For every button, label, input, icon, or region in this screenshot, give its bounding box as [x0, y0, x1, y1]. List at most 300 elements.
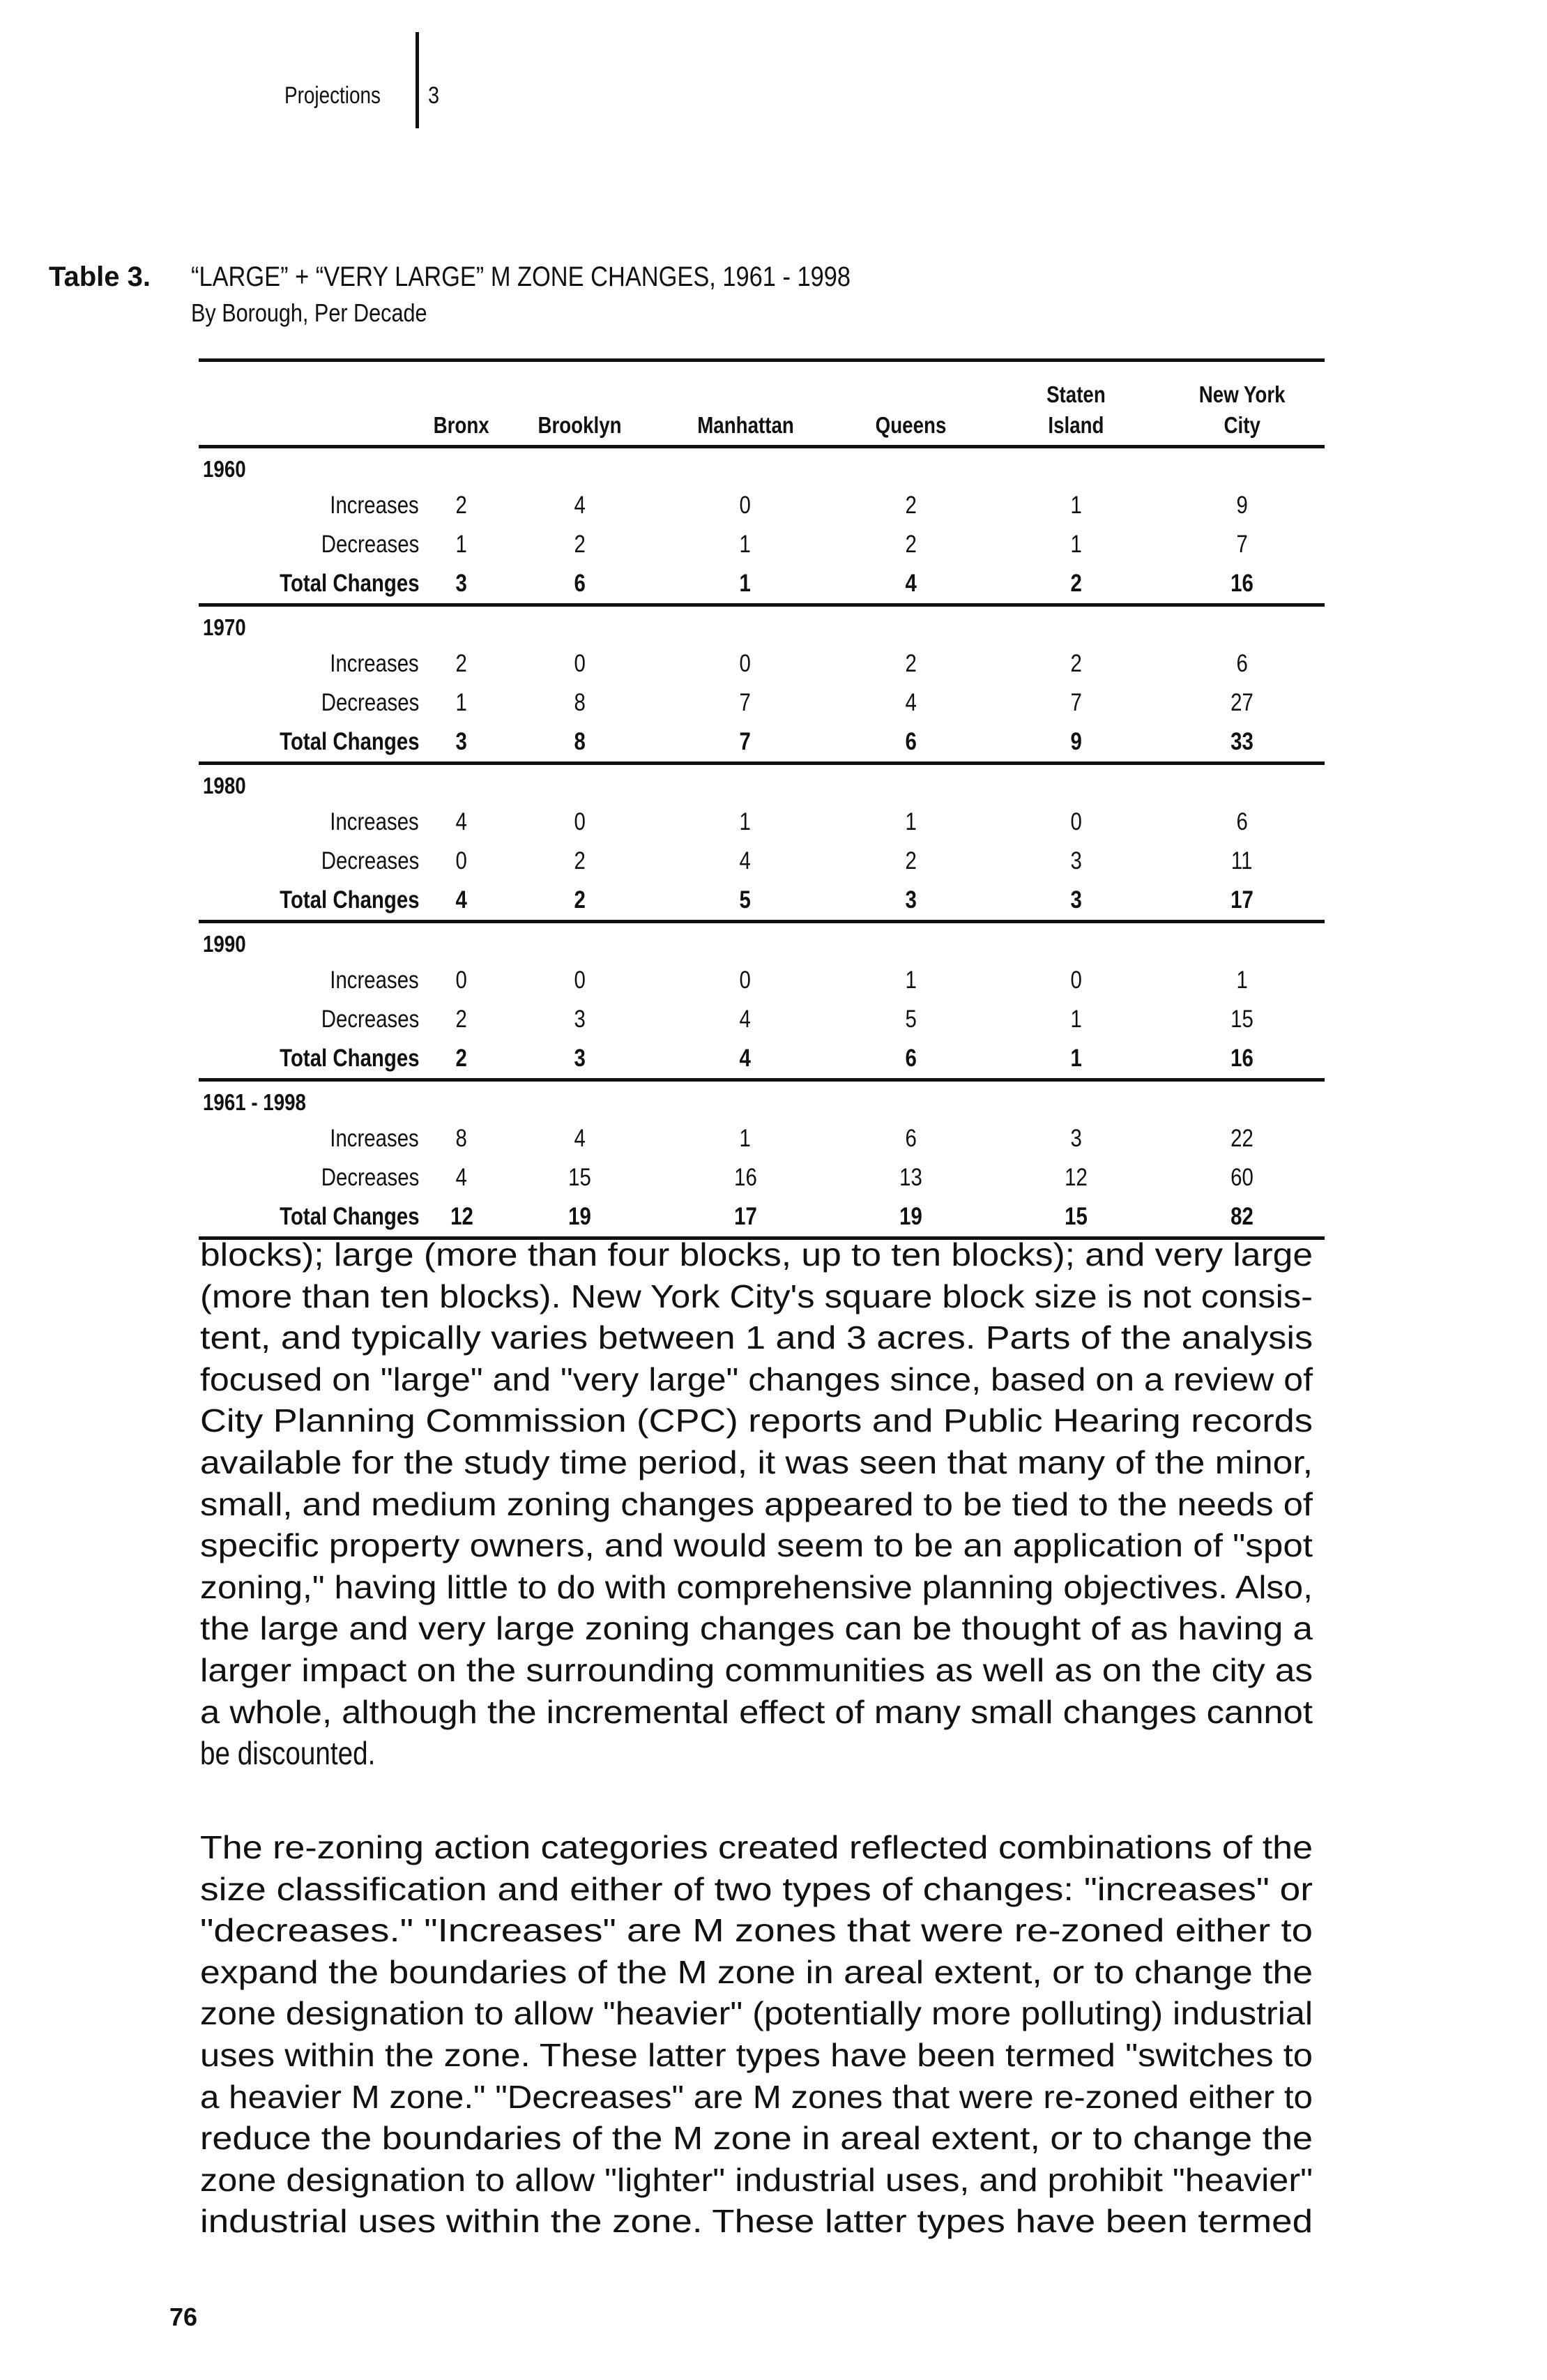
text-line	[200, 1525, 1313, 1567]
row-label-cell	[199, 564, 426, 605]
cell-value: 0	[574, 808, 586, 835]
value-cell	[662, 525, 828, 564]
cell-value: 7	[739, 689, 752, 716]
value-cell	[1159, 1000, 1325, 1039]
value-cell	[426, 961, 497, 1000]
cell-value: 6	[905, 1045, 917, 1072]
value-cell	[426, 1119, 497, 1158]
cell-value: 1	[1070, 1045, 1083, 1072]
text-line	[200, 1276, 1313, 1318]
cell-value: 2	[574, 886, 586, 914]
value-cell	[828, 525, 993, 564]
row-label: Increases	[330, 650, 420, 677]
table-row	[199, 842, 1325, 881]
period-label-cell	[199, 1080, 1325, 1120]
cell-value: 1	[739, 531, 752, 558]
value-cell	[993, 961, 1159, 1000]
value-cell	[497, 1158, 662, 1197]
text-line-content: expand the boundaries of the M zone in areal extent, or to change the	[200, 1953, 1313, 1990]
row-label: Increases	[330, 492, 420, 519]
value-cell	[497, 722, 662, 764]
cell-value: 13	[899, 1164, 922, 1191]
column-header-blank	[199, 361, 426, 447]
text-line	[200, 1359, 1313, 1401]
zone-changes-table	[199, 358, 1325, 1240]
cell-value: 7	[739, 728, 752, 755]
value-cell	[1159, 961, 1325, 1000]
value-cell	[662, 803, 828, 842]
cell-value: 3	[1070, 1125, 1083, 1152]
value-cell	[662, 683, 828, 722]
value-cell	[993, 1039, 1159, 1080]
row-label: Total Changes	[279, 1203, 420, 1230]
cell-value: 11	[1231, 847, 1253, 874]
column-header-line: Bronx	[434, 412, 490, 438]
cell-value: 2	[455, 1045, 468, 1072]
text-line	[200, 1869, 1313, 1911]
value-cell	[662, 1158, 828, 1197]
value-cell	[662, 722, 828, 764]
value-cell	[497, 1197, 662, 1238]
cell-value: 3	[455, 570, 468, 597]
value-cell	[828, 842, 993, 881]
cell-value: 4	[574, 492, 586, 519]
cell-value: 4	[739, 1006, 752, 1033]
cell-value: 2	[455, 1006, 468, 1033]
text-line-content: tent, and typically varies between 1 and 3 acres. Parts of the analysis	[200, 1319, 1313, 1356]
running-header-chapter-number: 3	[428, 82, 440, 109]
row-label-cell	[199, 1039, 426, 1080]
text-line	[200, 2160, 1313, 2201]
row-label-cell	[199, 644, 426, 683]
table-row	[199, 961, 1325, 1000]
text-line	[200, 1952, 1313, 1994]
period-label: 1980	[203, 773, 246, 798]
text-line	[200, 1400, 1313, 1442]
value-cell	[497, 881, 662, 922]
cell-value: 5	[905, 1006, 917, 1033]
period-label-cell	[199, 447, 1325, 487]
column-header	[828, 361, 993, 447]
text-line-content: small, and medium zoning changes appeared to be tied to the needs of	[200, 1485, 1313, 1522]
cell-value: 7	[1236, 531, 1248, 558]
row-label: Increases	[330, 1125, 420, 1152]
period-label: 1960	[203, 456, 246, 482]
value-cell	[426, 722, 497, 764]
text-line-content: the large and very large zoning changes can be thought of as having a	[200, 1610, 1313, 1647]
cell-value: 2	[905, 650, 917, 677]
row-label-cell	[199, 722, 426, 764]
value-cell	[828, 961, 993, 1000]
table-row	[199, 683, 1325, 722]
value-cell	[662, 881, 828, 922]
text-line-content: a heavier M zone." "Decreases" are M zones that were re-zoned either to	[200, 2078, 1313, 2115]
value-cell	[828, 1039, 993, 1080]
row-label: Decreases	[321, 531, 420, 558]
value-cell	[497, 1039, 662, 1080]
value-cell	[662, 486, 828, 525]
cell-value: 60	[1230, 1164, 1253, 1191]
cell-value: 1	[1070, 492, 1083, 519]
cell-value: 27	[1230, 689, 1253, 716]
text-line	[200, 2077, 1313, 2118]
text-line-content: size classification and either of two types of changes: "increases" or	[200, 1870, 1313, 1907]
column-header-line	[697, 379, 794, 410]
total-changes-row	[199, 1197, 1325, 1238]
cell-value: 6	[905, 728, 917, 755]
period-group-row	[199, 764, 1325, 803]
row-label: Decreases	[321, 1164, 420, 1191]
cell-value: 1	[905, 967, 917, 994]
table-row	[199, 486, 1325, 525]
cell-value: 0	[574, 967, 586, 994]
period-label-cell	[199, 922, 1325, 962]
value-cell	[993, 525, 1159, 564]
table-body	[199, 447, 1325, 1238]
cell-value: 0	[574, 650, 586, 677]
period-label: 1990	[203, 931, 246, 957]
running-header-divider	[416, 32, 419, 128]
cell-value: 3	[574, 1045, 586, 1072]
cell-value: 19	[568, 1203, 592, 1230]
row-label: Decreases	[321, 689, 420, 716]
value-cell	[426, 683, 497, 722]
value-cell	[828, 1158, 993, 1197]
table-row	[199, 1000, 1325, 1039]
text-line-content: larger impact on the surrounding communities as well as on the city as	[200, 1651, 1313, 1688]
value-cell	[993, 564, 1159, 605]
value-cell	[497, 564, 662, 605]
text-line	[200, 1317, 1313, 1359]
cell-value: 9	[1070, 728, 1083, 755]
text-line	[200, 1650, 1313, 1692]
value-cell	[497, 961, 662, 1000]
cell-value: 1	[1070, 531, 1083, 558]
value-cell	[993, 842, 1159, 881]
row-label-cell	[199, 1000, 426, 1039]
cell-value: 6	[1236, 808, 1248, 835]
cell-value: 15	[1065, 1203, 1088, 1230]
value-cell	[828, 1000, 993, 1039]
value-cell	[993, 881, 1159, 922]
cell-value: 82	[1230, 1203, 1253, 1230]
cell-value: 5	[739, 886, 752, 914]
value-cell	[426, 803, 497, 842]
text-line	[200, 1910, 1313, 1952]
value-cell	[662, 1197, 828, 1238]
table-label: Table 3.	[49, 262, 151, 292]
value-cell	[993, 1000, 1159, 1039]
value-cell	[828, 881, 993, 922]
value-cell	[828, 803, 993, 842]
value-cell	[662, 961, 828, 1000]
cell-value: 33	[1230, 728, 1253, 755]
value-cell	[993, 1119, 1159, 1158]
text-line	[200, 1827, 1313, 1869]
cell-value: 9	[1236, 492, 1248, 519]
value-cell	[497, 525, 662, 564]
value-cell	[1159, 486, 1325, 525]
cell-value: 2	[455, 492, 468, 519]
cell-value: 2	[905, 492, 917, 519]
cell-value: 1	[739, 1125, 752, 1152]
value-cell	[426, 486, 497, 525]
text-line-content: blocks); large (more than four blocks, up to ten blocks); and very large	[200, 1236, 1313, 1273]
value-cell	[662, 1119, 828, 1158]
row-label: Increases	[330, 967, 420, 994]
cell-value: 19	[899, 1203, 922, 1230]
value-cell	[497, 1119, 662, 1158]
text-line-content: a whole, although the incremental effect of many small changes cannot	[200, 1693, 1313, 1730]
cell-value: 4	[455, 1164, 468, 1191]
cell-value: 2	[905, 531, 917, 558]
value-cell	[1159, 644, 1325, 683]
period-label: 1961 - 1998	[203, 1089, 306, 1115]
value-cell	[1159, 842, 1325, 881]
column-header	[426, 361, 497, 447]
value-cell	[497, 683, 662, 722]
text-line-content: City Planning Commission (CPC) reports and Public Hearing records	[200, 1402, 1313, 1439]
value-cell	[1159, 564, 1325, 605]
cell-value: 0	[739, 967, 752, 994]
text-line-content: "decreases." "Increases" are M zones that were re-zoned either to	[200, 1912, 1313, 1949]
text-line-content: reduce the boundaries of the M zone in areal extent, or to change the	[200, 2120, 1313, 2157]
cell-value: 3	[905, 886, 917, 914]
running-header-section: Projections	[284, 82, 381, 109]
value-cell	[993, 1197, 1159, 1238]
row-label-cell	[199, 881, 426, 922]
cell-value: 3	[1070, 886, 1083, 914]
value-cell	[497, 803, 662, 842]
period-group-row	[199, 922, 1325, 962]
text-line-content: zoning," having little to do with comprehensive planning objectives. Also,	[200, 1568, 1313, 1605]
table-header-row	[199, 361, 1325, 447]
cell-value: 4	[905, 570, 917, 597]
value-cell	[426, 525, 497, 564]
cell-value: 3	[455, 728, 468, 755]
value-cell	[662, 1039, 828, 1080]
cell-value: 2	[905, 847, 917, 874]
value-cell	[993, 722, 1159, 764]
cell-value: 6	[905, 1125, 917, 1152]
value-cell	[662, 564, 828, 605]
value-cell	[497, 486, 662, 525]
value-cell	[1159, 1158, 1325, 1197]
column-header	[662, 361, 828, 447]
text-line-content: focused on "large" and "very large" changes since, based on a review of	[200, 1360, 1313, 1397]
cell-value: 0	[739, 492, 752, 519]
column-header-line: Island	[1048, 412, 1104, 438]
row-label-cell	[199, 961, 426, 1000]
total-changes-row	[199, 564, 1325, 605]
value-cell	[993, 486, 1159, 525]
text-line	[200, 1608, 1313, 1650]
cell-value: 0	[455, 967, 468, 994]
cell-value: 16	[733, 1164, 757, 1191]
cell-value: 1	[905, 808, 917, 835]
text-line-content: industrial uses within the zone. These latter types have been termed	[200, 2203, 1313, 2240]
row-label: Total Changes	[279, 886, 420, 914]
table-subtitle: By Borough, Per Decade	[191, 298, 427, 327]
column-header-line: Queens	[875, 412, 947, 438]
value-cell	[1159, 1119, 1325, 1158]
text-line	[200, 1733, 1313, 1775]
cell-value: 3	[1070, 847, 1083, 874]
cell-value: 1	[455, 531, 468, 558]
value-cell	[426, 842, 497, 881]
row-label-cell	[199, 1158, 426, 1197]
column-header-line	[434, 379, 489, 410]
total-changes-row	[199, 722, 1325, 764]
cell-value: 1	[455, 689, 468, 716]
table-row	[199, 1119, 1325, 1158]
value-cell	[497, 644, 662, 683]
text-line	[200, 1234, 1313, 1276]
column-header-line: Brooklyn	[538, 412, 622, 438]
row-label: Increases	[330, 808, 420, 835]
row-label: Decreases	[321, 847, 420, 874]
cell-value: 16	[1230, 570, 1253, 597]
text-line	[200, 1484, 1313, 1526]
cell-value: 2	[455, 650, 468, 677]
column-header-line: Staten	[1046, 381, 1106, 407]
row-label: Total Changes	[279, 728, 420, 755]
body-paragraph-2	[200, 1827, 1313, 2243]
column-header-line: City	[1224, 412, 1260, 438]
value-cell	[828, 486, 993, 525]
text-line	[200, 1567, 1313, 1609]
row-label-cell	[199, 525, 426, 564]
cell-value: 17	[1230, 886, 1253, 914]
period-group-row	[199, 1080, 1325, 1120]
text-line	[200, 1442, 1313, 1484]
cell-value: 16	[1230, 1045, 1253, 1072]
row-label-cell	[199, 683, 426, 722]
cell-value: 1	[739, 808, 752, 835]
period-label-cell	[199, 764, 1325, 803]
text-line	[200, 2118, 1313, 2160]
text-line-content: zone designation to allow "heavier" (potentially more polluting) industrial	[200, 1995, 1313, 2032]
cell-value: 0	[455, 847, 468, 874]
period-group-row	[199, 447, 1325, 487]
cell-value: 15	[568, 1164, 592, 1191]
row-label: Total Changes	[279, 570, 420, 597]
value-cell	[426, 1197, 497, 1238]
text-line-content: zone designation to allow "lighter" industrial uses, and prohibit "heavier"	[200, 2161, 1313, 2198]
value-cell	[426, 881, 497, 922]
cell-value: 12	[1065, 1164, 1088, 1191]
page-number: 76	[169, 2303, 198, 2331]
row-label-cell	[199, 1119, 426, 1158]
value-cell	[497, 842, 662, 881]
value-cell	[426, 1039, 497, 1080]
cell-value: 2	[1070, 570, 1083, 597]
cell-value: 2	[574, 847, 586, 874]
row-label: Total Changes	[279, 1045, 420, 1072]
period-label: 1970	[203, 614, 246, 640]
value-cell	[662, 842, 828, 881]
value-cell	[993, 683, 1159, 722]
value-cell	[828, 644, 993, 683]
cell-value: 4	[455, 886, 468, 914]
cell-value: 15	[1230, 1006, 1253, 1033]
body-paragraph-1	[200, 1234, 1313, 1775]
text-line	[200, 1993, 1313, 2035]
row-label-cell	[199, 486, 426, 525]
row-label-cell	[199, 842, 426, 881]
cell-value: 1	[1236, 967, 1248, 994]
value-cell	[1159, 683, 1325, 722]
text-line-content: specific property owners, and would seem to be an application of "spot	[200, 1527, 1313, 1564]
total-changes-row	[199, 881, 1325, 922]
cell-value: 4	[905, 689, 917, 716]
period-group-row	[199, 605, 1325, 645]
cell-value: 2	[574, 531, 586, 558]
table-row	[199, 525, 1325, 564]
column-header-line	[538, 379, 622, 410]
value-cell	[1159, 1039, 1325, 1080]
value-cell	[828, 1119, 993, 1158]
cell-value: 0	[1070, 967, 1083, 994]
cell-value: 6	[574, 570, 586, 597]
cell-value: 12	[450, 1203, 473, 1230]
value-cell	[662, 644, 828, 683]
table-row	[199, 1158, 1325, 1197]
text-line	[200, 1692, 1313, 1734]
total-changes-row	[199, 1039, 1325, 1080]
cell-value: 4	[455, 808, 468, 835]
value-cell	[828, 722, 993, 764]
text-line-content: be discounted.	[200, 1735, 376, 1772]
table-title: “LARGE” + “VERY LARGE” M ZONE CHANGES, 1961 - 1998	[191, 262, 851, 292]
value-cell	[993, 644, 1159, 683]
column-header	[497, 361, 662, 447]
text-line-content: available for the study time period, it was seen that many of the minor,	[200, 1443, 1313, 1480]
value-cell	[828, 1197, 993, 1238]
cell-value: 1	[1070, 1006, 1083, 1033]
value-cell	[497, 1000, 662, 1039]
cell-value: 22	[1230, 1125, 1253, 1152]
row-label-cell	[199, 1197, 426, 1238]
value-cell	[426, 644, 497, 683]
column-header-line	[876, 379, 947, 410]
value-cell	[1159, 525, 1325, 564]
cell-value: 17	[733, 1203, 757, 1230]
cell-value: 3	[574, 1006, 586, 1033]
text-line-content: The re-zoning action categories created reflected combinations of the	[200, 1829, 1313, 1865]
cell-value: 6	[1236, 650, 1248, 677]
row-label-cell	[199, 803, 426, 842]
cell-value: 8	[455, 1125, 468, 1152]
cell-value: 4	[574, 1125, 586, 1152]
value-cell	[426, 1000, 497, 1039]
cell-value: 0	[1070, 808, 1083, 835]
value-cell	[662, 1000, 828, 1039]
table-row	[199, 644, 1325, 683]
column-header-line: New York	[1198, 381, 1286, 407]
value-cell	[828, 683, 993, 722]
value-cell	[993, 803, 1159, 842]
value-cell	[828, 564, 993, 605]
cell-value: 4	[739, 847, 752, 874]
column-header-line: Manhattan	[696, 412, 794, 438]
table-row	[199, 803, 1325, 842]
text-line	[200, 2035, 1313, 2077]
value-cell	[1159, 881, 1325, 922]
value-cell	[993, 1158, 1159, 1197]
text-line	[200, 2201, 1313, 2243]
period-label-cell	[199, 605, 1325, 645]
